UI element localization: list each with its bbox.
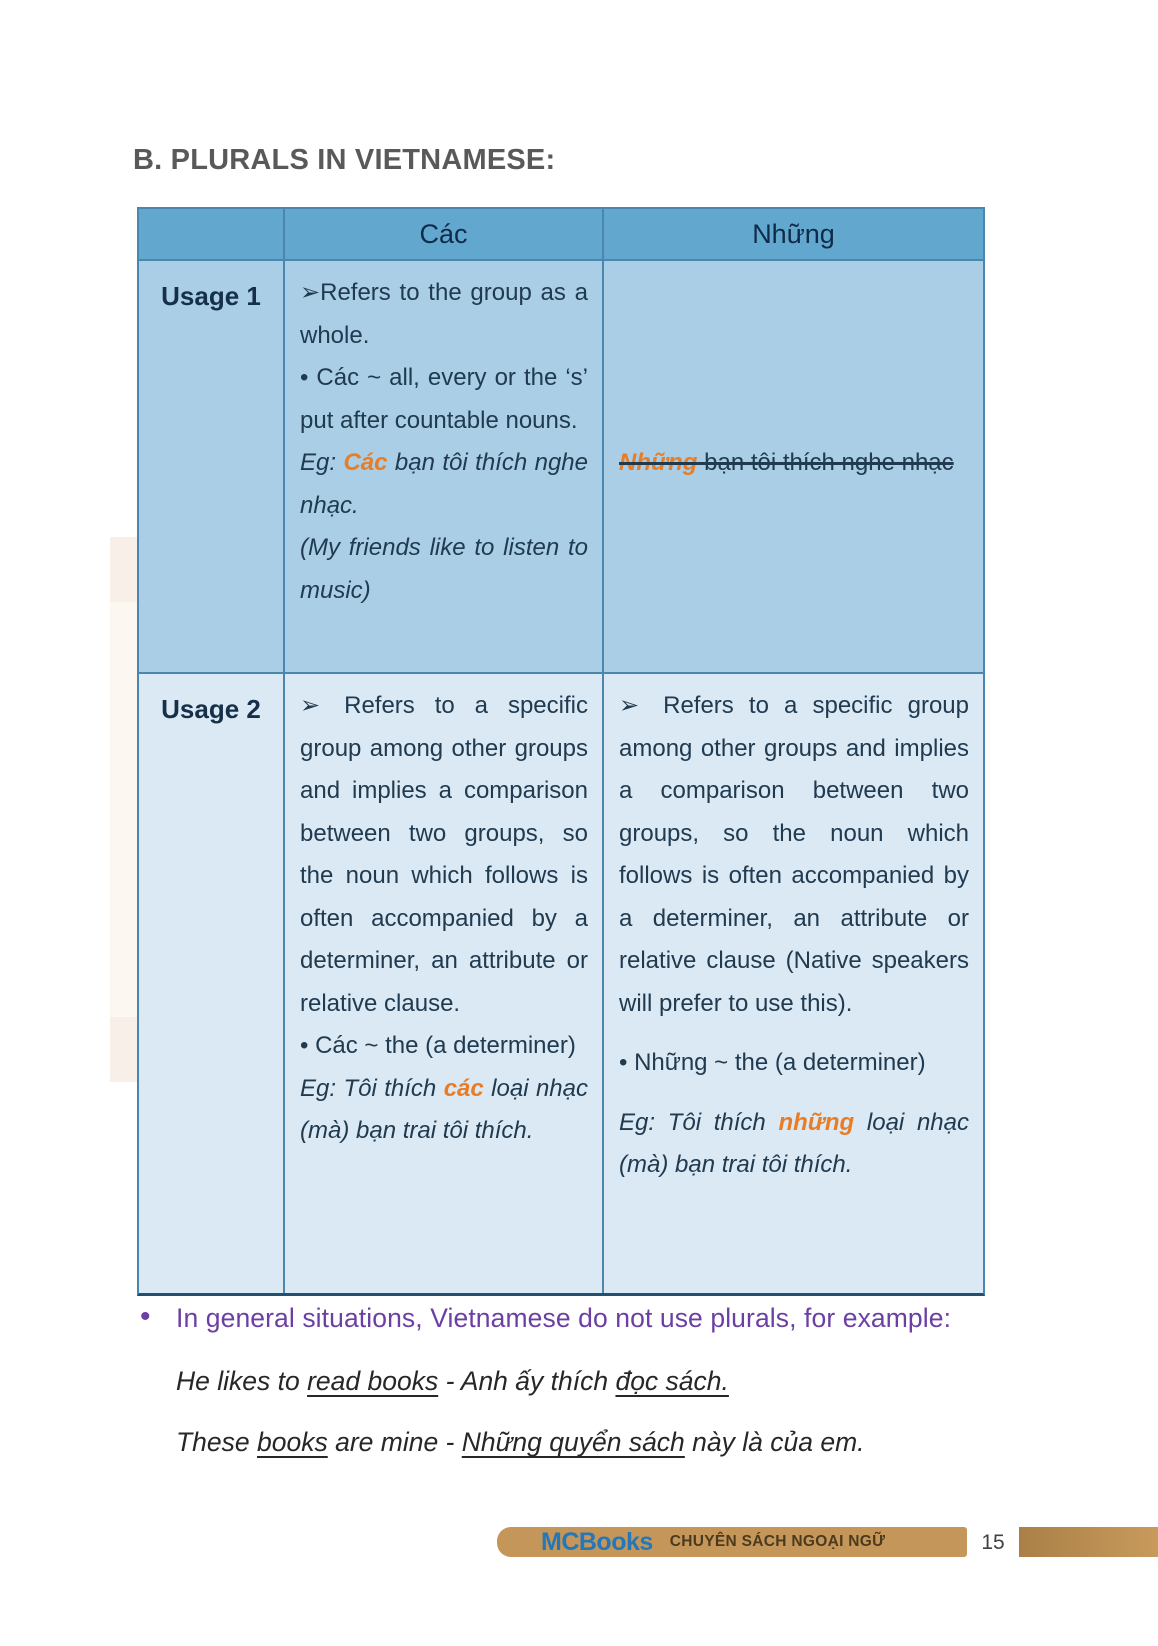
table-header-row (139, 209, 983, 259)
text-segment: Eg: (300, 449, 344, 476)
footer-bar (497, 1527, 967, 1557)
table-header-cac: Các (285, 209, 604, 259)
text-segment: bạn tôi thích nghe nhạc. (300, 449, 588, 519)
paragraph (176, 1427, 865, 1458)
paragraph (300, 685, 588, 1025)
usage-1-nhung-cell (604, 261, 983, 672)
text-segment: ➢Refers to the group as a whole. (300, 279, 588, 349)
paragraph (619, 685, 969, 1025)
usage-2-row (139, 672, 983, 1293)
paragraph (300, 1025, 588, 1068)
usage-1-cac-cell (285, 261, 604, 672)
text-segment: • Các ~ the (a determiner) (300, 1032, 576, 1059)
text-segment: read books (307, 1366, 439, 1396)
text-segment: những (778, 1108, 855, 1136)
paragraph (300, 272, 588, 357)
usage-1-row (139, 259, 983, 672)
text-segment: này là của em. (684, 1427, 865, 1457)
paragraph (300, 357, 588, 442)
example-line-2 (176, 1427, 865, 1458)
usage-2-label: Usage 2 (139, 674, 285, 1293)
text-segment: Eg: Tôi thích (619, 1108, 779, 1136)
text-segment: loại nhạc (mà) bạn trai tôi thích. (619, 1108, 969, 1178)
page-number: 15 (981, 1531, 1005, 1554)
text-segment: Những (619, 449, 698, 477)
paragraph (619, 1042, 969, 1085)
mcbooks-logo: MCBooks (541, 1527, 653, 1556)
text-segment: are mine - (327, 1427, 462, 1457)
page-title: B. PLURALS IN VIETNAMESE: (133, 144, 556, 176)
text-segment: loại nhạc (mà) bạn trai tôi thích. (300, 1074, 588, 1144)
scan-artifact-cap (110, 1017, 138, 1082)
scan-artifact-cap (110, 537, 138, 602)
plurals-table (137, 207, 985, 1296)
scan-artifact-strip (110, 537, 138, 1082)
paragraph (619, 1102, 969, 1187)
strikethrough-text (619, 449, 954, 476)
text-segment: ➢ Refers to a specific group among other groups and implies a comparison between two groups, so the noun which follows is often accompanied by a determiner, an attribute or relative clause (Native speakers will prefer to use this). (619, 692, 969, 1017)
text-segment: books (257, 1427, 328, 1457)
text-segment: Những quyển sách (461, 1427, 685, 1457)
usage-2-nhung-cell (604, 674, 983, 1293)
text-segment: • Các ~ all, every or the ‘s’ put after countable nouns. (300, 364, 588, 434)
paragraph (176, 1366, 729, 1397)
text-segment: These (176, 1427, 258, 1457)
text-segment: Eg: Tôi thích (300, 1074, 444, 1102)
text-segment: - Anh ấy thích (438, 1366, 616, 1396)
text-segment: đọc sách. (615, 1366, 729, 1396)
paragraph (619, 442, 969, 485)
text-segment: các (443, 1074, 484, 1102)
paragraph (300, 442, 588, 527)
usage-1-label: Usage 1 (139, 261, 285, 672)
footer-right-bar (1019, 1527, 1158, 1557)
note-intro-text: In general situations, Vietnamese do not use plurals, for example: (176, 1303, 952, 1333)
usage-2-cac-cell (285, 674, 604, 1293)
footer-tagline: CHUYÊN SÁCH NGOẠI NGỮ (669, 1533, 886, 1550)
paragraph (300, 527, 588, 612)
table-header-nhung: Những (752, 218, 835, 249)
text-segment: He likes to (176, 1366, 308, 1396)
note-bullet: • (140, 1300, 151, 1333)
text-segment: ➢ Refers to a specific group among other groups and implies a comparison between two groups, so the noun which follows is often accompanied by a determiner, an attribute or relative clause. (300, 692, 588, 1017)
table-header-empty (139, 209, 285, 259)
text-segment: bạn tôi thích nghe nhạc (697, 449, 954, 477)
text-segment: (My friends like to listen to music) (300, 534, 588, 604)
example-line-1 (176, 1366, 729, 1397)
text-segment: Các (343, 449, 388, 476)
paragraph (300, 1068, 588, 1153)
text-segment: • Những ~ the (a determiner) (619, 1049, 926, 1076)
